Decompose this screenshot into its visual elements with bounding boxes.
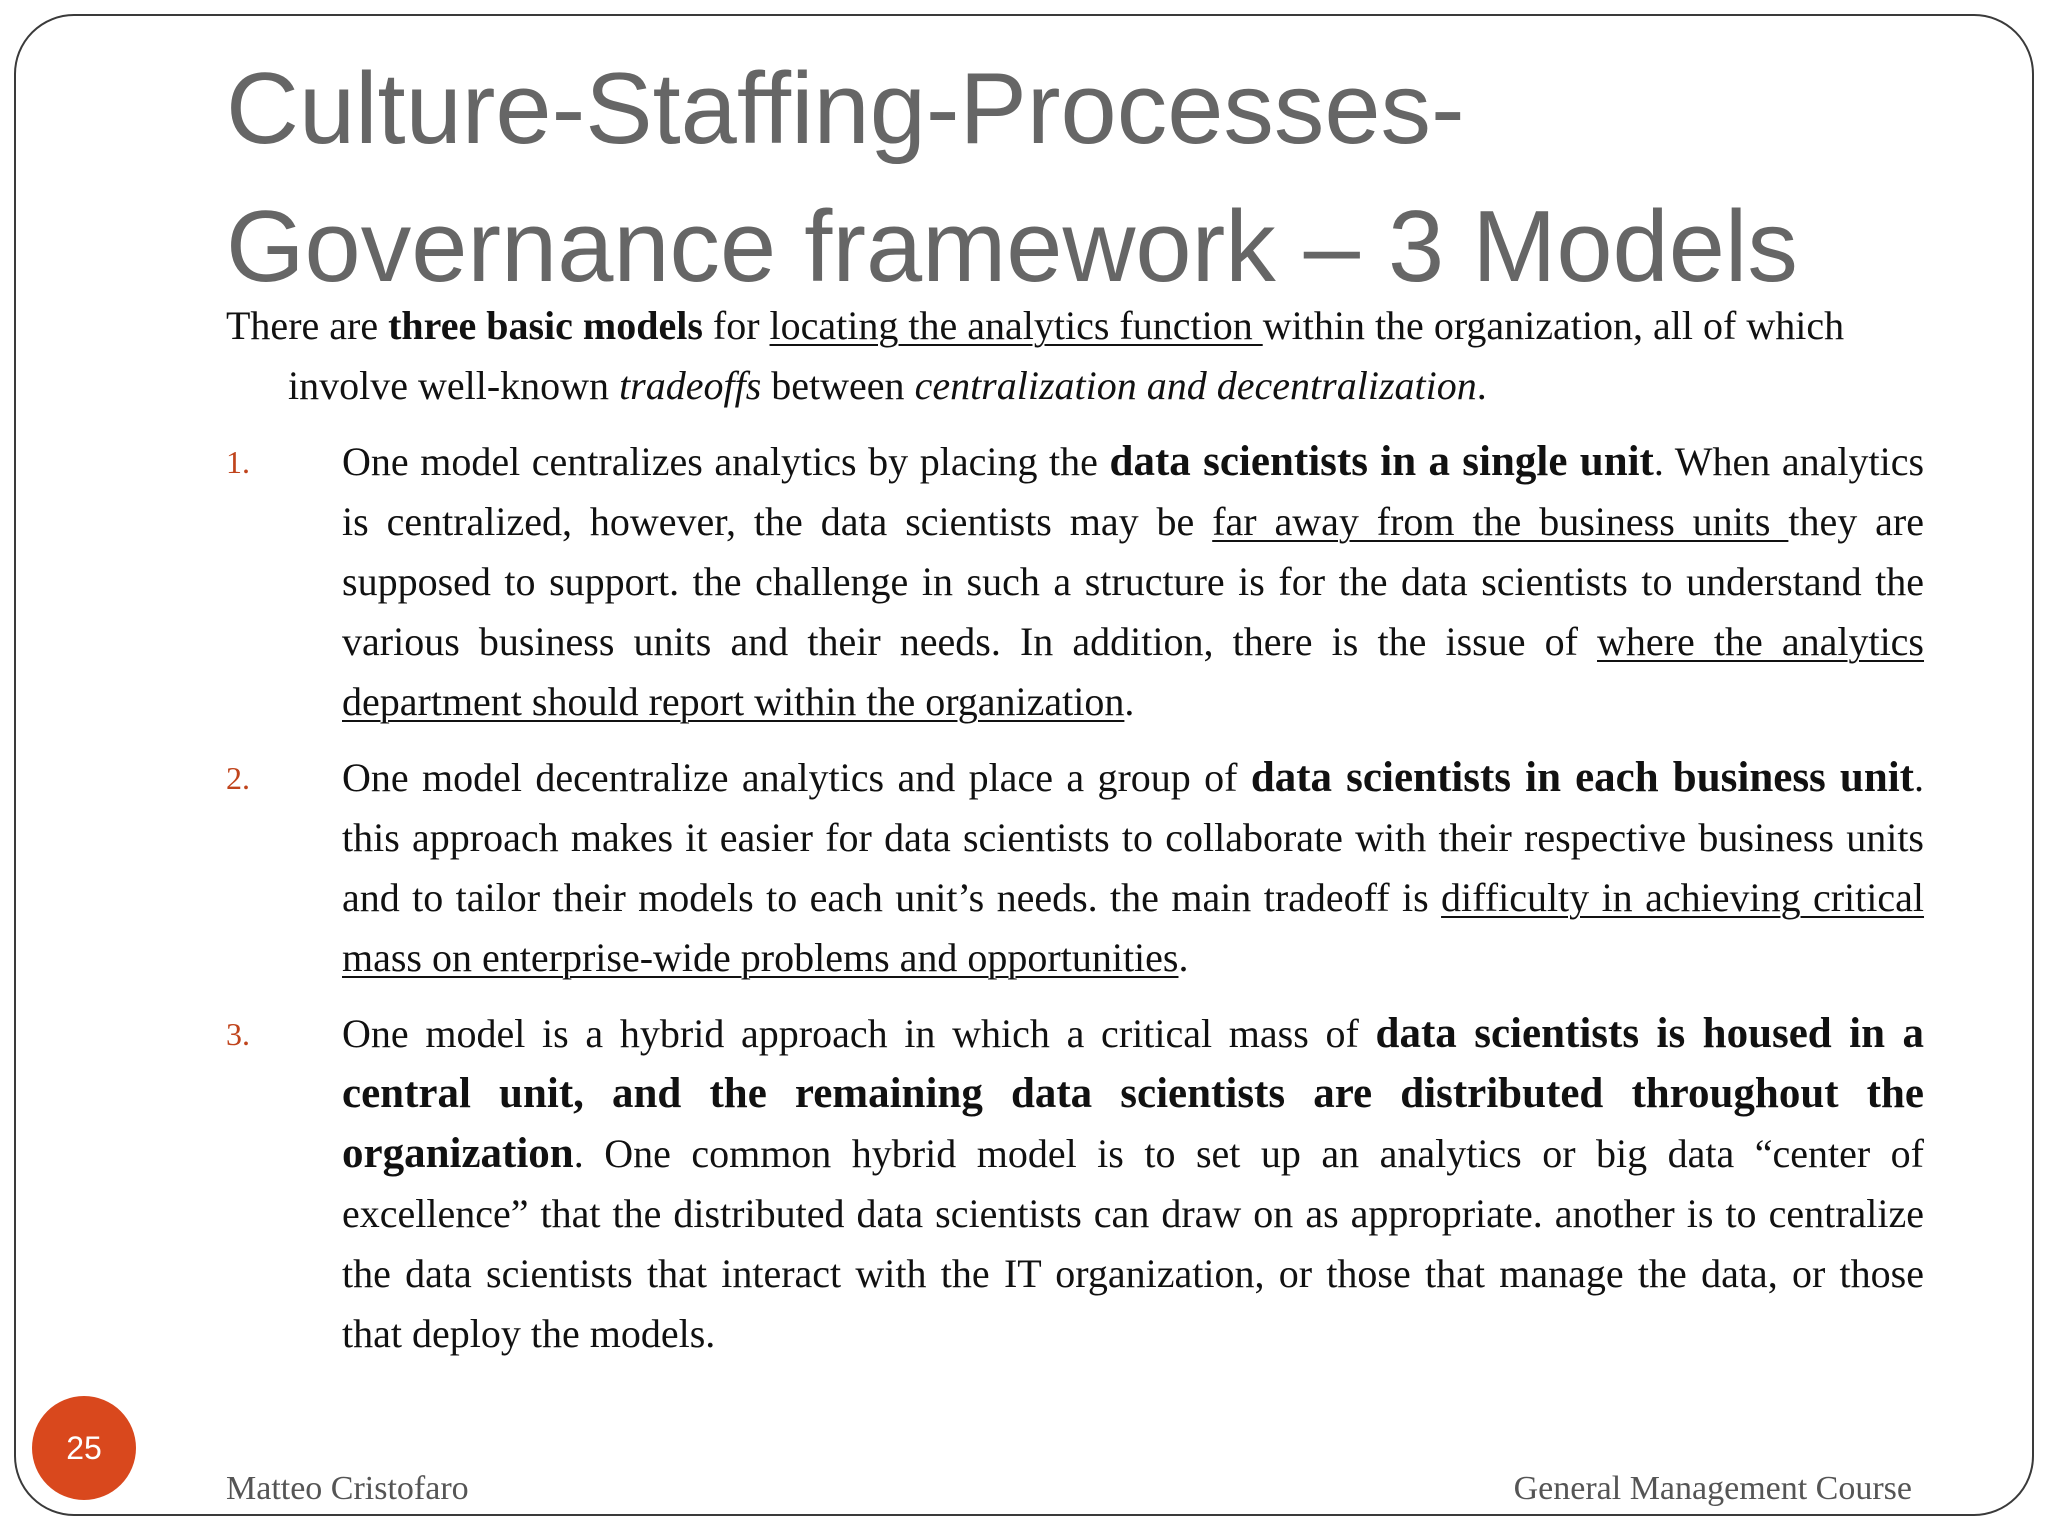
item-underline: where the analytics department should report within the organization [342,619,1925,724]
footer-author: Matteo Cristofaro [226,1470,469,1507]
title-line-2: Governance framework – 3 Models [226,191,1798,303]
intro-paragraph [226,296,1924,416]
list-item-2 [226,748,1924,988]
list-number: 2. [226,760,250,796]
item-bold: data scientists is housed in a central unit, and the remaining data scientists are distributed throughout the organization [342,1010,1924,1177]
item-text: . One common hybrid model is to set up an analytics or big data “center of excellence” that the distributed data scientists can draw on as appropriate. another is to centralize the data scientists that interact with the IT organization, or those that manage the data, or those that deploy the models. [342,1131,1924,1356]
item-underline: far away from the business units [1212,499,1789,544]
list-item-3 [226,1004,1924,1364]
intro-text-4: between [761,363,915,408]
list-item-1 [226,432,1924,732]
item-underline: difficulty in achieving critical mass on enterprise-wide problems and opportunities [342,875,1925,980]
intro-italic-1: tradeoffs [619,363,762,408]
intro-text-3: within the organization, all of which involve well-known [288,303,1845,408]
item-bold: data scientists in each business unit [1250,754,1914,801]
slide-body [226,296,1924,1364]
slide-number-badge: 25 [32,1396,136,1500]
list-number: 3. [226,1016,250,1052]
item-text: they are supposed to support. the challenge in such a structure is for the data scientists to understand the various business units and their needs. In addition, there is the issue of [342,499,1924,664]
slide-title [226,40,1986,316]
item-text: One model is a hybrid approach in which a critical mass of [342,1011,1376,1056]
footer-course: General Management Course [1513,1470,1912,1507]
models-list [226,432,1924,1364]
intro-text-2: for [702,303,770,348]
intro-italic-2: centralization and decentralization [914,363,1477,408]
item-text: . this approach makes it easier for data scientists to collaborate with their respective business units and to tailor their models to each unit’s needs. the main tradeoff is [342,755,1924,920]
item-bold: data scientists in a single unit [1109,438,1654,485]
intro-bold: three basic models [388,303,703,348]
item-text: . [1178,935,1189,980]
title-line-1: Culture-Staffing-Processes- [226,53,1465,165]
item-text: . [1124,679,1135,724]
list-number: 1. [226,444,250,480]
intro-underline: locating the analytics function [769,303,1263,348]
item-text: . When analytics is centralized, however, the data scientists may be [342,439,1925,544]
intro-text-5: . [1476,363,1487,408]
intro-text-1: There are [226,303,389,348]
item-text: One model centralizes analytics by placing the [342,439,1110,484]
item-text: One model decentralize analytics and place a group of [342,755,1251,800]
